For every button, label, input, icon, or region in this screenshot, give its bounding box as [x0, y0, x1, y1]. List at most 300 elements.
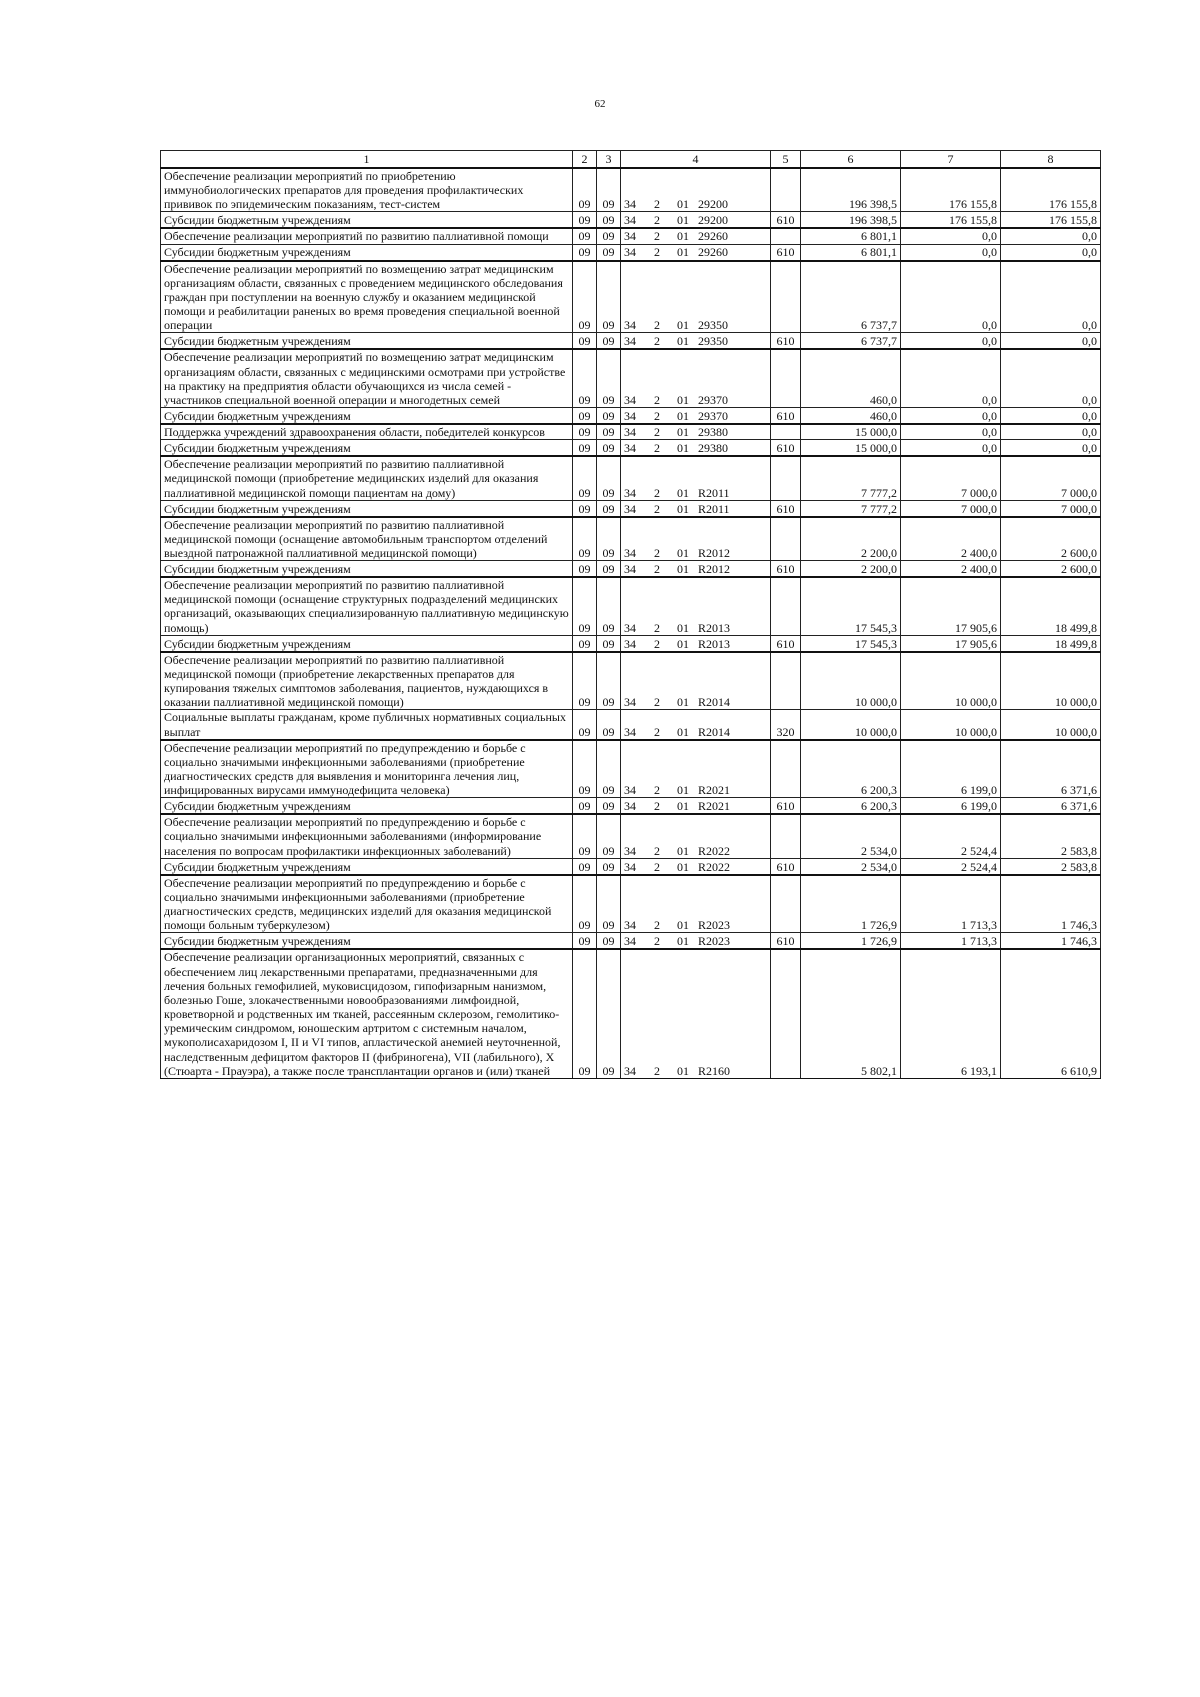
row-code-section: 09 — [573, 740, 597, 798]
row-code-subsection: 09 — [597, 408, 621, 425]
row-code-section: 09 — [573, 652, 597, 710]
row-amount-col8: 0,0 — [1001, 244, 1101, 261]
row-code-subsection: 09 — [597, 517, 621, 561]
article-subprogram: 2 — [654, 334, 660, 349]
article-event: 01 — [677, 408, 689, 423]
article-program: 34 — [624, 334, 636, 349]
table-row — [161, 561, 1101, 578]
article-event: 01 — [677, 545, 689, 560]
row-amount-col8: 0,0 — [1001, 228, 1101, 244]
row-expense-type — [771, 456, 801, 500]
article-event: 01 — [677, 245, 689, 260]
row-amount-col7: 2 400,0 — [901, 517, 1001, 561]
article-direction: R2023 — [698, 934, 731, 949]
row-code-subsection: 09 — [597, 228, 621, 244]
row-code-subsection: 09 — [597, 652, 621, 710]
article-subprogram: 2 — [654, 636, 660, 651]
row-target-article — [621, 440, 771, 457]
row-amount-col6: 2 200,0 — [801, 561, 901, 578]
article-event: 01 — [677, 318, 689, 333]
row-code-section: 09 — [573, 456, 597, 500]
row-amount-col6: 2 200,0 — [801, 517, 901, 561]
article-subprogram: 2 — [654, 695, 660, 710]
row-expense-type: 610 — [771, 408, 801, 425]
row-code-subsection: 09 — [597, 440, 621, 457]
row-code-section: 09 — [573, 228, 597, 244]
row-amount-col7: 176 155,8 — [901, 212, 1001, 229]
article-event: 01 — [677, 334, 689, 349]
row-target-article — [621, 740, 771, 798]
table-row — [161, 244, 1101, 261]
row-amount-col6: 17 545,3 — [801, 635, 901, 652]
row-amount-col6: 6 200,3 — [801, 798, 901, 815]
article-direction: 29350 — [698, 334, 728, 349]
row-amount-col7: 6 199,0 — [901, 740, 1001, 798]
article-direction: 29200 — [698, 197, 728, 212]
table-row — [161, 500, 1101, 517]
row-expense-type — [771, 740, 801, 798]
row-target-article — [621, 424, 771, 440]
row-target-article — [621, 500, 771, 517]
row-amount-col7: 2 400,0 — [901, 561, 1001, 578]
row-amount-col6: 15 000,0 — [801, 440, 901, 457]
article-program: 34 — [624, 501, 636, 516]
article-direction: R2021 — [698, 799, 731, 814]
row-amount-col7: 10 000,0 — [901, 710, 1001, 740]
row-name: Обеспечение реализации мероприятий по развитию паллиативной помощи — [161, 228, 573, 244]
row-code-subsection: 09 — [597, 349, 621, 407]
article-direction: R2021 — [698, 783, 731, 798]
article-subprogram: 2 — [654, 1063, 660, 1078]
row-amount-col6: 10 000,0 — [801, 652, 901, 710]
header-col-7: 7 — [901, 151, 1001, 169]
row-expense-type — [771, 875, 801, 933]
article-subprogram: 2 — [654, 799, 660, 814]
article-program: 34 — [624, 318, 636, 333]
header-col-5: 5 — [771, 151, 801, 169]
row-code-section: 09 — [573, 949, 597, 1078]
row-target-article — [621, 875, 771, 933]
table-row — [161, 740, 1101, 798]
article-subprogram: 2 — [654, 392, 660, 407]
row-amount-col6: 6 801,1 — [801, 244, 901, 261]
row-amount-col6: 7 777,2 — [801, 500, 901, 517]
row-code-section: 09 — [573, 710, 597, 740]
row-amount-col7: 0,0 — [901, 424, 1001, 440]
row-amount-col6: 2 534,0 — [801, 858, 901, 875]
row-amount-col8: 0,0 — [1001, 440, 1101, 457]
row-code-subsection: 09 — [597, 168, 621, 212]
row-amount-col8: 2 583,8 — [1001, 814, 1101, 858]
row-code-subsection: 09 — [597, 798, 621, 815]
row-amount-col8: 7 000,0 — [1001, 456, 1101, 500]
row-expense-type: 610 — [771, 333, 801, 350]
table-row — [161, 517, 1101, 561]
article-subprogram: 2 — [654, 441, 660, 456]
article-event: 01 — [677, 859, 689, 874]
row-code-subsection: 09 — [597, 949, 621, 1078]
row-code-section: 09 — [573, 424, 597, 440]
row-code-subsection: 09 — [597, 333, 621, 350]
row-name: Обеспечение реализации мероприятий по развитию паллиативной медицинской помощи (оснащение структурных подразделений медицинских организаций, оказывающих специализированную паллиативную медицинскую помощь) — [161, 577, 573, 635]
row-amount-col6: 460,0 — [801, 349, 901, 407]
row-target-article — [621, 212, 771, 229]
row-expense-type — [771, 349, 801, 407]
article-subprogram: 2 — [654, 934, 660, 949]
article-direction: R2022 — [698, 859, 731, 874]
row-amount-col8: 10 000,0 — [1001, 710, 1101, 740]
article-program: 34 — [624, 695, 636, 710]
table-row — [161, 635, 1101, 652]
article-subprogram: 2 — [654, 425, 660, 440]
row-target-article — [621, 228, 771, 244]
row-target-article — [621, 814, 771, 858]
row-amount-col8: 1 746,3 — [1001, 875, 1101, 933]
row-expense-type: 610 — [771, 561, 801, 578]
row-target-article — [621, 261, 771, 333]
article-direction: R2014 — [698, 695, 731, 710]
article-program: 34 — [624, 425, 636, 440]
article-program: 34 — [624, 843, 636, 858]
table-row — [161, 456, 1101, 500]
row-name: Обеспечение реализации мероприятий по предупреждению и борьбе с социально значимыми инфекционными заболеваниями (приобретение диагностических средств для выявления и мониторинга лечения лиц, инфицированных вирусами иммунодефицита человека) — [161, 740, 573, 798]
row-target-article — [621, 652, 771, 710]
article-direction: 29370 — [698, 392, 728, 407]
row-expense-type: 610 — [771, 244, 801, 261]
article-program: 34 — [624, 724, 636, 739]
row-amount-col6: 1 726,9 — [801, 875, 901, 933]
row-amount-col7: 1 713,3 — [901, 933, 1001, 950]
row-code-section: 09 — [573, 561, 597, 578]
row-code-section: 09 — [573, 814, 597, 858]
article-event: 01 — [677, 229, 689, 244]
row-target-article — [621, 168, 771, 212]
table-row — [161, 577, 1101, 635]
row-amount-col7: 1 713,3 — [901, 875, 1001, 933]
row-name: Поддержка учреждений здравоохранения области, победителей конкурсов — [161, 424, 573, 440]
table-row — [161, 858, 1101, 875]
row-target-article — [621, 949, 771, 1078]
row-amount-col7: 0,0 — [901, 333, 1001, 350]
row-code-subsection: 09 — [597, 814, 621, 858]
row-amount-col7: 176 155,8 — [901, 168, 1001, 212]
row-code-section: 09 — [573, 933, 597, 950]
row-amount-col6: 196 398,5 — [801, 212, 901, 229]
article-event: 01 — [677, 197, 689, 212]
article-event: 01 — [677, 799, 689, 814]
row-target-article — [621, 635, 771, 652]
row-name: Субсидии бюджетным учреждениям — [161, 561, 573, 578]
table-header — [161, 151, 1101, 169]
row-amount-col8: 18 499,8 — [1001, 635, 1101, 652]
row-name: Субсидии бюджетным учреждениям — [161, 212, 573, 229]
row-code-subsection: 09 — [597, 261, 621, 333]
row-amount-col8: 1 746,3 — [1001, 933, 1101, 950]
table-row — [161, 652, 1101, 710]
article-program: 34 — [624, 934, 636, 949]
article-subprogram: 2 — [654, 485, 660, 500]
row-name: Субсидии бюджетным учреждениям — [161, 798, 573, 815]
table-row — [161, 424, 1101, 440]
row-code-subsection: 09 — [597, 740, 621, 798]
row-amount-col6: 5 802,1 — [801, 949, 901, 1078]
row-expense-type — [771, 577, 801, 635]
article-subprogram: 2 — [654, 197, 660, 212]
article-subprogram: 2 — [654, 783, 660, 798]
table-row — [161, 933, 1101, 950]
header-col-1: 1 — [161, 151, 573, 169]
table-row — [161, 710, 1101, 740]
article-event: 01 — [677, 783, 689, 798]
header-col-6: 6 — [801, 151, 901, 169]
row-amount-col6: 196 398,5 — [801, 168, 901, 212]
row-amount-col8: 6 610,9 — [1001, 949, 1101, 1078]
row-amount-col7: 17 905,6 — [901, 635, 1001, 652]
row-amount-col8: 0,0 — [1001, 261, 1101, 333]
row-amount-col8: 10 000,0 — [1001, 652, 1101, 710]
row-name: Субсидии бюджетным учреждениям — [161, 635, 573, 652]
row-target-article — [621, 349, 771, 407]
header-col-8: 8 — [1001, 151, 1101, 169]
row-name: Обеспечение реализации мероприятий по развитию паллиативной медицинской помощи (приобретение лекарственных препаратов для купирования тяжелых симптомов заболевания, пациентов, нуждающихся в оказании паллиативной медицинской помощи) — [161, 652, 573, 710]
row-amount-col8: 0,0 — [1001, 408, 1101, 425]
article-program: 34 — [624, 561, 636, 576]
header-row — [161, 151, 1101, 169]
row-amount-col6: 6 801,1 — [801, 228, 901, 244]
row-amount-col7: 6 193,1 — [901, 949, 1001, 1078]
row-code-section: 09 — [573, 440, 597, 457]
row-name: Субсидии бюджетным учреждениям — [161, 858, 573, 875]
article-event: 01 — [677, 934, 689, 949]
table-row — [161, 228, 1101, 244]
row-expense-type: 320 — [771, 710, 801, 740]
row-amount-col7: 0,0 — [901, 244, 1001, 261]
row-code-section: 09 — [573, 798, 597, 815]
row-amount-col7: 2 524,4 — [901, 858, 1001, 875]
article-event: 01 — [677, 918, 689, 933]
row-name: Субсидии бюджетным учреждениям — [161, 933, 573, 950]
article-subprogram: 2 — [654, 245, 660, 260]
article-program: 34 — [624, 799, 636, 814]
article-event: 01 — [677, 1063, 689, 1078]
row-expense-type — [771, 949, 801, 1078]
row-name: Обеспечение реализации мероприятий по возмещению затрат медицинским организациям области, связанных с проведением медицинского обследования граждан при поступлении на военную службу и оказанием медицинской помощи и реабилитации раненых во время проведения специальной военной операции — [161, 261, 573, 333]
row-code-section: 09 — [573, 333, 597, 350]
table-row — [161, 875, 1101, 933]
article-subprogram: 2 — [654, 620, 660, 635]
row-name: Обеспечение реализации мероприятий по приобретению иммунобиологических препаратов для проведения профилактических прививок по эпидемическим показаниям, тест-систем — [161, 168, 573, 212]
row-code-section: 09 — [573, 168, 597, 212]
article-direction: 29260 — [698, 245, 728, 260]
article-event: 01 — [677, 561, 689, 576]
row-name: Обеспечение реализации мероприятий по развитию паллиативной медицинской помощи (оснащение автомобильным транспортом отделений выездной патронажной паллиативной медицинской помощи) — [161, 517, 573, 561]
table-row — [161, 168, 1101, 212]
table-row — [161, 408, 1101, 425]
table-body — [161, 168, 1101, 1078]
row-target-article — [621, 577, 771, 635]
row-code-section: 09 — [573, 875, 597, 933]
row-amount-col8: 7 000,0 — [1001, 500, 1101, 517]
row-amount-col8: 6 371,6 — [1001, 740, 1101, 798]
table-row — [161, 349, 1101, 407]
article-subprogram: 2 — [654, 318, 660, 333]
article-program: 34 — [624, 408, 636, 423]
row-code-section: 09 — [573, 244, 597, 261]
row-name: Обеспечение реализации организационных мероприятий, связанных с обеспечением лиц лекарственными препаратами, предназначенными для лечения больных гемофилией, муковисцидозом, гипофизарным нанизмом, болезнью Гоше, злокачественными новообразованиями лимфоидной, кроветворной и родственных им тканей, рассеянным склерозом, гемолитико-уремическим синдромом, юношеским артритом с системным началом, мукополисахаридозом I, II и VI типов, апластической анемией неуточненной, наследственным дефицитом факторов II (фибриногена), VII (лабильного), X (Стюарта - Прауэра), а также после трансплантации органов и (или) тканей — [161, 949, 573, 1078]
row-amount-col8: 176 155,8 — [1001, 168, 1101, 212]
row-name: Социальные выплаты гражданам, кроме публичных нормативных социальных выплат — [161, 710, 573, 740]
row-target-article — [621, 244, 771, 261]
row-name: Обеспечение реализации мероприятий по развитию паллиативной медицинской помощи (приобретение медицинских изделий для оказания паллиативной медицинской помощи пациентам на дому) — [161, 456, 573, 500]
article-direction: 29350 — [698, 318, 728, 333]
article-program: 34 — [624, 197, 636, 212]
row-expense-type: 610 — [771, 500, 801, 517]
row-amount-col8: 0,0 — [1001, 349, 1101, 407]
article-event: 01 — [677, 213, 689, 228]
row-amount-col8: 2 600,0 — [1001, 561, 1101, 578]
article-program: 34 — [624, 918, 636, 933]
article-event: 01 — [677, 485, 689, 500]
table-row — [161, 333, 1101, 350]
row-code-section: 09 — [573, 858, 597, 875]
row-name: Субсидии бюджетным учреждениям — [161, 500, 573, 517]
table-row — [161, 212, 1101, 229]
row-code-subsection: 09 — [597, 635, 621, 652]
row-name: Субсидии бюджетным учреждениям — [161, 440, 573, 457]
row-amount-col6: 1 726,9 — [801, 933, 901, 950]
row-code-subsection: 09 — [597, 561, 621, 578]
row-expense-type — [771, 261, 801, 333]
article-direction: R2012 — [698, 545, 731, 560]
row-amount-col8: 0,0 — [1001, 333, 1101, 350]
table-row — [161, 949, 1101, 1078]
article-program: 34 — [624, 229, 636, 244]
article-direction: 29370 — [698, 408, 728, 423]
article-event: 01 — [677, 392, 689, 407]
article-subprogram: 2 — [654, 545, 660, 560]
article-program: 34 — [624, 620, 636, 635]
article-event: 01 — [677, 620, 689, 635]
article-direction: 29380 — [698, 441, 728, 456]
row-amount-col8: 18 499,8 — [1001, 577, 1101, 635]
row-amount-col6: 2 534,0 — [801, 814, 901, 858]
row-amount-col7: 0,0 — [901, 261, 1001, 333]
row-name: Субсидии бюджетным учреждениям — [161, 408, 573, 425]
table-row — [161, 440, 1101, 457]
row-code-subsection: 09 — [597, 875, 621, 933]
row-amount-col8: 176 155,8 — [1001, 212, 1101, 229]
article-program: 34 — [624, 1063, 636, 1078]
row-code-subsection: 09 — [597, 500, 621, 517]
row-expense-type — [771, 814, 801, 858]
row-amount-col6: 15 000,0 — [801, 424, 901, 440]
row-expense-type: 610 — [771, 858, 801, 875]
article-event: 01 — [677, 425, 689, 440]
row-target-article — [621, 710, 771, 740]
article-program: 34 — [624, 485, 636, 500]
table-row — [161, 814, 1101, 858]
row-amount-col8: 2 583,8 — [1001, 858, 1101, 875]
row-amount-col7: 2 524,4 — [901, 814, 1001, 858]
article-direction: 29260 — [698, 229, 728, 244]
article-program: 34 — [624, 245, 636, 260]
row-amount-col6: 6 200,3 — [801, 740, 901, 798]
row-amount-col7: 0,0 — [901, 440, 1001, 457]
budget-table-wrapper — [160, 150, 1100, 1079]
article-subprogram: 2 — [654, 561, 660, 576]
row-amount-col6: 17 545,3 — [801, 577, 901, 635]
row-amount-col7: 17 905,6 — [901, 577, 1001, 635]
row-expense-type: 610 — [771, 635, 801, 652]
row-amount-col7: 7 000,0 — [901, 500, 1001, 517]
article-subprogram: 2 — [654, 501, 660, 516]
row-expense-type: 610 — [771, 212, 801, 229]
row-target-article — [621, 333, 771, 350]
row-code-subsection: 09 — [597, 933, 621, 950]
row-expense-type: 610 — [771, 798, 801, 815]
row-name: Обеспечение реализации мероприятий по предупреждению и борьбе с социально значимыми инфекционными заболеваниями (приобретение диагностических средств, медицинских изделий для оказания медицинской помощи больным туберкулезом) — [161, 875, 573, 933]
row-code-section: 09 — [573, 577, 597, 635]
article-event: 01 — [677, 441, 689, 456]
article-direction: R2022 — [698, 843, 731, 858]
row-expense-type — [771, 228, 801, 244]
row-amount-col7: 6 199,0 — [901, 798, 1001, 815]
row-code-section: 09 — [573, 349, 597, 407]
row-amount-col8: 0,0 — [1001, 424, 1101, 440]
row-expense-type — [771, 424, 801, 440]
article-subprogram: 2 — [654, 229, 660, 244]
article-program: 34 — [624, 213, 636, 228]
row-code-subsection: 09 — [597, 424, 621, 440]
article-subprogram: 2 — [654, 408, 660, 423]
row-amount-col7: 7 000,0 — [901, 456, 1001, 500]
table-row — [161, 261, 1101, 333]
article-direction: 29380 — [698, 425, 728, 440]
article-program: 34 — [624, 859, 636, 874]
row-target-article — [621, 456, 771, 500]
row-expense-type — [771, 652, 801, 710]
page-number: 62 — [594, 98, 606, 110]
row-amount-col6: 6 737,7 — [801, 261, 901, 333]
row-amount-col6: 460,0 — [801, 408, 901, 425]
row-expense-type — [771, 517, 801, 561]
row-expense-type — [771, 168, 801, 212]
row-code-section: 09 — [573, 408, 597, 425]
article-direction: 29200 — [698, 213, 728, 228]
row-target-article — [621, 933, 771, 950]
article-direction: R2160 — [698, 1063, 731, 1078]
budget-table — [160, 150, 1101, 1079]
row-amount-col7: 0,0 — [901, 228, 1001, 244]
article-event: 01 — [677, 636, 689, 651]
article-direction: R2011 — [698, 501, 730, 516]
article-direction: R2014 — [698, 724, 731, 739]
row-code-subsection: 09 — [597, 858, 621, 875]
row-code-section: 09 — [573, 261, 597, 333]
row-name: Субсидии бюджетным учреждениям — [161, 244, 573, 261]
row-name: Обеспечение реализации мероприятий по предупреждению и борьбе с социально значимыми инфекционными заболеваниями (информирование населения по вопросам профилактики инфекционных заболеваний) — [161, 814, 573, 858]
header-col-3: 3 — [597, 151, 621, 169]
row-code-subsection: 09 — [597, 244, 621, 261]
row-target-article — [621, 561, 771, 578]
article-event: 01 — [677, 843, 689, 858]
article-direction: R2013 — [698, 636, 731, 651]
article-subprogram: 2 — [654, 213, 660, 228]
header-col-4: 4 — [621, 151, 771, 169]
row-amount-col6: 6 737,7 — [801, 333, 901, 350]
row-amount-col8: 6 371,6 — [1001, 798, 1101, 815]
row-code-subsection: 09 — [597, 710, 621, 740]
